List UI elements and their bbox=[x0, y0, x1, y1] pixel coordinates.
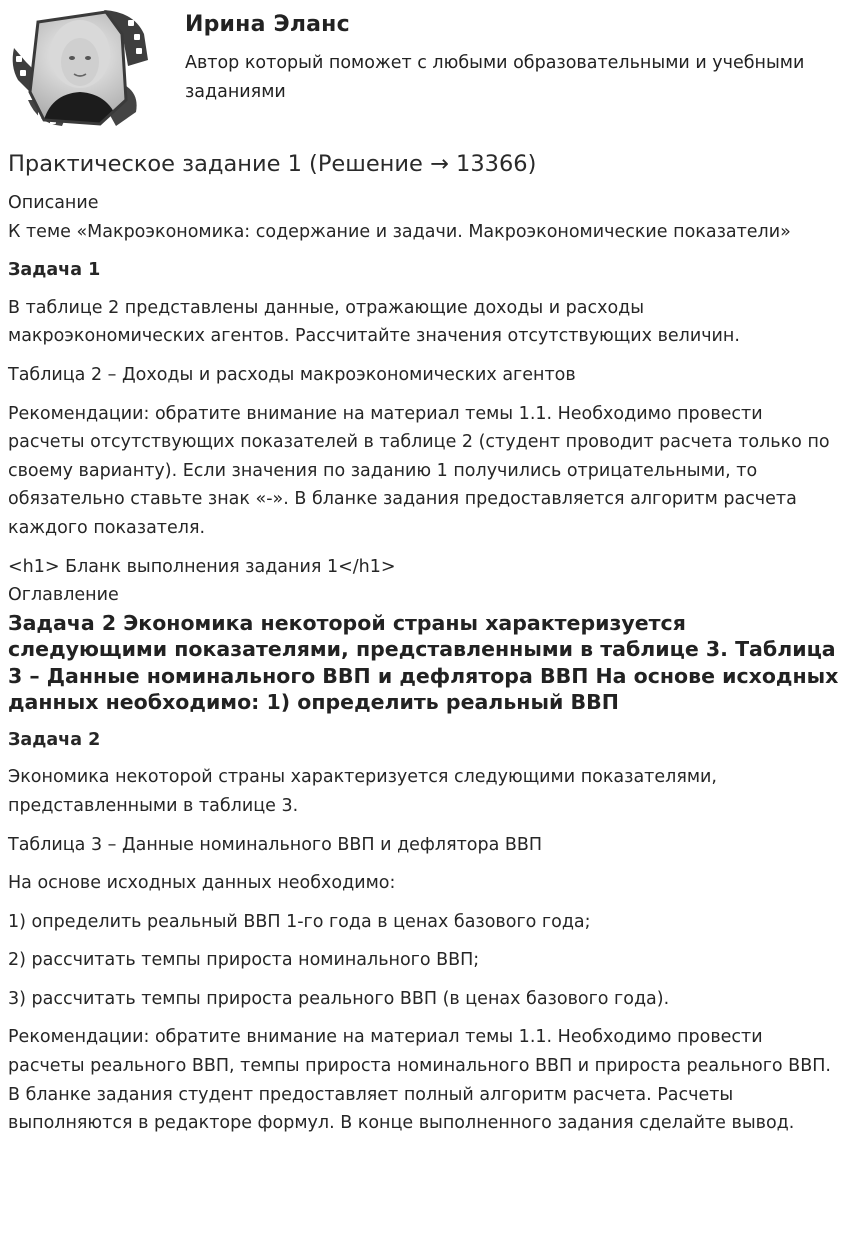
author-avatar bbox=[8, 8, 150, 128]
task1-table-caption: Таблица 2 – Доходы и расходы макроэкономических агентов bbox=[8, 364, 576, 385]
page-title: Практическое задание 1 (Решение → 13366) bbox=[8, 151, 537, 177]
task2-step: 1) определить реальный ВВП 1-го года в ценах базового года; bbox=[8, 911, 591, 932]
task2-heading: Задача 2 bbox=[8, 729, 101, 750]
toc-label: Оглавление bbox=[8, 585, 119, 606]
task2-text: Экономика некоторой страны характеризуется следующими показателями, представленными в таблице 3. bbox=[8, 767, 717, 816]
author-header bbox=[0, 0, 847, 135]
task1-blank-markup: <h1> Бланк выполнения задания 1</h1> bbox=[8, 556, 396, 577]
task2-intro: На основе исходных данных необходимо: bbox=[8, 873, 396, 894]
author-name: Ирина Эланс bbox=[185, 12, 350, 37]
main-content bbox=[8, 148, 840, 1148]
toc-heading: Задача 2 Экономика некоторой страны характеризуется следующими показателями, представленными в таблице 3. Таблица 3 – Данные номинального ВВП и дефлятора ВВП На основе исходных данных необходимо: 1) определить реальный ВВП bbox=[8, 610, 839, 715]
task1-heading: Задача 1 bbox=[8, 260, 101, 281]
task1-recommendations: Рекомендации: обратите внимание на материал темы 1.1. Необходимо провести расчеты отсутствующих показателей в таблице 2 (студент проводит расчета только по своему варианту). Если значения по заданию 1 получились отрицательными, то обязательно ставьте знак «-». В бланке задания предоставляется алгоритм расчета каждого показателя. bbox=[8, 403, 830, 538]
topic-text: К теме «Макроэкономика: содержание и задачи. Макроэкономические показатели» bbox=[8, 221, 791, 242]
task1-text: В таблице 2 представлены данные, отражающие доходы и расходы макроэкономических агентов. Рассчитайте значения отсутствующих величин. bbox=[8, 297, 740, 347]
task2-step: 3) рассчитать темпы прироста реального ВВП (в ценах базового года). bbox=[8, 988, 670, 1009]
task2-step: 2) рассчитать темпы прироста номинального ВВП; bbox=[8, 950, 480, 971]
task2-table-caption: Таблица 3 – Данные номинального ВВП и дефлятора ВВП bbox=[8, 834, 543, 855]
task2-recommendations: Рекомендации: обратите внимание на материал темы 1.1. Необходимо провести расчеты реального ВВП, темпы прироста номинального ВВП и прироста реального ВВП. В бланке задания студент предоставляет полный алгоритм расчета. Расчеты выполняются в редакторе формул. В конце выполненного задания сделайте вывод. bbox=[8, 1027, 831, 1134]
author-tagline: Автор который поможет с любыми образовательными и учебными заданиями bbox=[185, 53, 805, 102]
description-label: Описание bbox=[8, 193, 99, 213]
